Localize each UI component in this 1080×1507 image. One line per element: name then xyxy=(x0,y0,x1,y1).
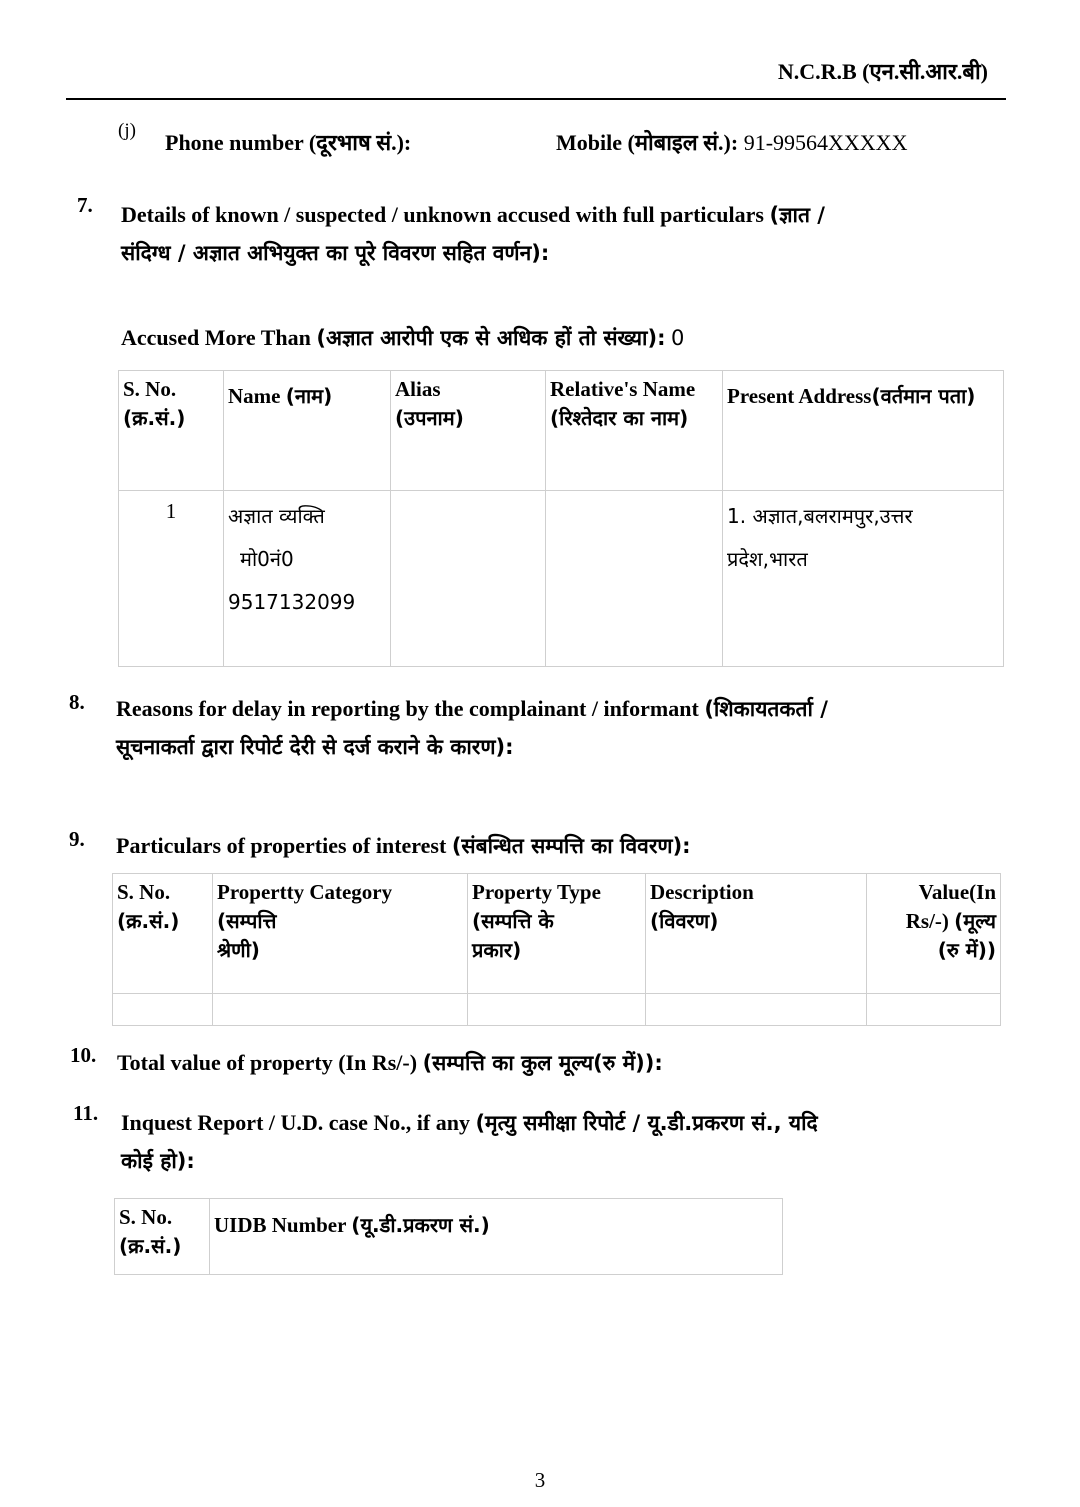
section-10-title-hi: (सम्पत्ति का कुल मूल्य(रु में)): xyxy=(422,1051,663,1075)
section-7-number: 7. xyxy=(77,193,93,217)
section-9-title xyxy=(116,827,691,865)
uidb-col-sno-en: S. No. xyxy=(119,1205,173,1229)
section-11-title xyxy=(121,1104,1001,1180)
row-alias xyxy=(391,491,546,667)
prop-col-description-header xyxy=(646,874,867,994)
table-row xyxy=(119,491,1004,667)
section-9-title-hi: (संबन्धित सम्पत्ति का विवरण): xyxy=(451,834,691,858)
section-10-title-en: Total value of property (In Rs/-) xyxy=(117,1050,418,1075)
prop-col-category-hi-2: श्रेणी) xyxy=(217,938,260,962)
prop-empty-cell xyxy=(213,994,468,1026)
mobile-value: 91-99564XXXXX xyxy=(743,130,908,155)
col-relative-hi: (रिश्तेदार का नाम) xyxy=(550,406,689,430)
mobile-field xyxy=(556,127,907,157)
prop-col-type-hi-1: (सम्पत्ति के xyxy=(472,909,554,933)
uidb-col-number-hi: (यू.डी.प्रकरण सं.) xyxy=(351,1213,490,1237)
accused-table xyxy=(118,370,1004,667)
col-sno-header xyxy=(119,371,224,491)
section-7-title-hi-2: संदिग्ध / अज्ञात अभियुक्त का पूरे विवरण सहित वर्णन): xyxy=(121,241,550,265)
uidb-col-sno-hi: (क्र.सं.) xyxy=(119,1234,182,1258)
uidb-table xyxy=(114,1198,783,1275)
row-name-line-1: अज्ञात व्यक्ति xyxy=(228,504,325,528)
row-address-line-2: प्रदेश,भारत xyxy=(727,547,808,571)
section-7-title-en: Details of known / suspected / unknown accused with full particulars xyxy=(121,202,764,227)
section-7-title-hi-1: (ज्ञात / xyxy=(769,203,825,227)
prop-col-value-header xyxy=(867,874,1001,994)
col-relative-en: Relative's Name xyxy=(550,377,696,401)
section-8-title-en: Reasons for delay in reporting by the complainant / informant xyxy=(116,696,699,721)
col-alias-hi: (उपनाम) xyxy=(395,406,464,430)
prop-col-type-header xyxy=(468,874,646,994)
accused-more-label-en: Accused More Than xyxy=(121,325,311,350)
prop-col-sno-en: S. No. xyxy=(117,880,171,904)
item-j-marker: (j) xyxy=(118,120,136,141)
section-8-number: 8. xyxy=(69,690,85,714)
section-11-title-hi-2: कोई हो): xyxy=(121,1149,195,1173)
accused-more-value: 0 xyxy=(670,326,685,350)
prop-col-value-en-2: Rs/-) xyxy=(905,909,949,933)
section-11-title-hi-1: (मृत्यु समीक्षा रिपोर्ट / यू.डी.प्रकरण सं., यदि xyxy=(475,1111,818,1135)
section-7-title xyxy=(121,196,1001,272)
accused-table-header-row xyxy=(119,371,1004,491)
prop-col-value-en-1: Value(In xyxy=(918,880,996,904)
row-address-line-1: 1. अज्ञात,बलरामपुर,उत्तर xyxy=(727,504,913,528)
header-divider xyxy=(66,98,1006,100)
prop-col-value-hi-2: (रु में)) xyxy=(937,938,996,962)
col-sno-en: S. No. xyxy=(123,377,177,401)
col-name-hi: (नाम) xyxy=(285,384,333,408)
uidb-col-number-en: UIDB Number xyxy=(214,1213,347,1237)
row-address xyxy=(723,491,1004,667)
col-address-en: Present Address xyxy=(727,384,872,408)
phone-number-label xyxy=(165,127,411,157)
col-relative-header xyxy=(546,371,723,491)
property-table xyxy=(112,873,1001,1026)
col-alias-en: Alias xyxy=(395,377,441,401)
row-name xyxy=(224,491,391,667)
page-number: 3 xyxy=(534,1468,546,1492)
section-10-title xyxy=(117,1044,663,1082)
prop-empty-cell xyxy=(113,994,213,1026)
col-address-hi: (वर्तमान पता) xyxy=(871,384,976,408)
col-name-en: Name xyxy=(228,384,281,408)
col-address-header xyxy=(723,371,1004,491)
section-8-title xyxy=(116,690,996,766)
prop-col-category-hi-1: (सम्पत्ति xyxy=(217,909,277,933)
prop-col-category-header xyxy=(213,874,468,994)
col-sno-hi: (क्र.सं.) xyxy=(123,406,186,430)
uidb-table-header-row xyxy=(115,1199,783,1275)
section-11-title-en: Inquest Report / U.D. case No., if any xyxy=(121,1110,470,1135)
row-name-line-3: 9517132099 xyxy=(228,590,356,614)
prop-col-type-en: Property Type xyxy=(472,880,601,904)
section-9-title-en: Particulars of properties of interest xyxy=(116,833,447,858)
row-relative xyxy=(546,491,723,667)
section-9-number: 9. xyxy=(69,827,85,851)
mobile-label: Mobile (मोबाइल सं.): xyxy=(556,130,739,155)
section-8-title-hi-1: (शिकायतकर्ता / xyxy=(704,697,828,721)
prop-col-category-en: Propertty Category xyxy=(217,880,393,904)
section-11-number: 11. xyxy=(73,1101,99,1125)
prop-col-value-hi-1: (मूल्य xyxy=(954,909,996,933)
page-header-title: N.C.R.B (एन.सी.आर.बी) xyxy=(777,59,988,84)
prop-empty-cell xyxy=(867,994,1001,1026)
uidb-col-number-header xyxy=(210,1199,783,1275)
table-row xyxy=(113,994,1001,1026)
section-10-number: 10. xyxy=(70,1043,97,1067)
col-alias-header xyxy=(391,371,546,491)
prop-empty-cell xyxy=(468,994,646,1026)
prop-col-type-hi-2: प्रकार) xyxy=(472,938,522,962)
prop-col-description-en: Description xyxy=(650,880,754,904)
prop-col-sno-header xyxy=(113,874,213,994)
row-sno: 1 xyxy=(119,491,224,667)
phone-label-text: Phone number (दूरभाष सं.): xyxy=(165,130,412,155)
row-name-line-2: मो0नं0 xyxy=(240,547,294,571)
prop-col-description-hi: (विवरण) xyxy=(650,909,719,933)
uidb-col-sno-header xyxy=(115,1199,210,1275)
property-table-header-row xyxy=(113,874,1001,994)
accused-more-label-hi: (अज्ञात आरोपी एक से अधिक हों तो संख्या): xyxy=(316,326,666,350)
prop-col-sno-hi: (क्र.सं.) xyxy=(117,909,180,933)
accused-more-than-line xyxy=(121,324,684,352)
prop-empty-cell xyxy=(646,994,867,1026)
section-8-title-hi-2: सूचनाकर्ता द्वारा रिपोर्ट देरी से दर्ज कराने के कारण): xyxy=(116,735,514,759)
col-name-header xyxy=(224,371,391,491)
